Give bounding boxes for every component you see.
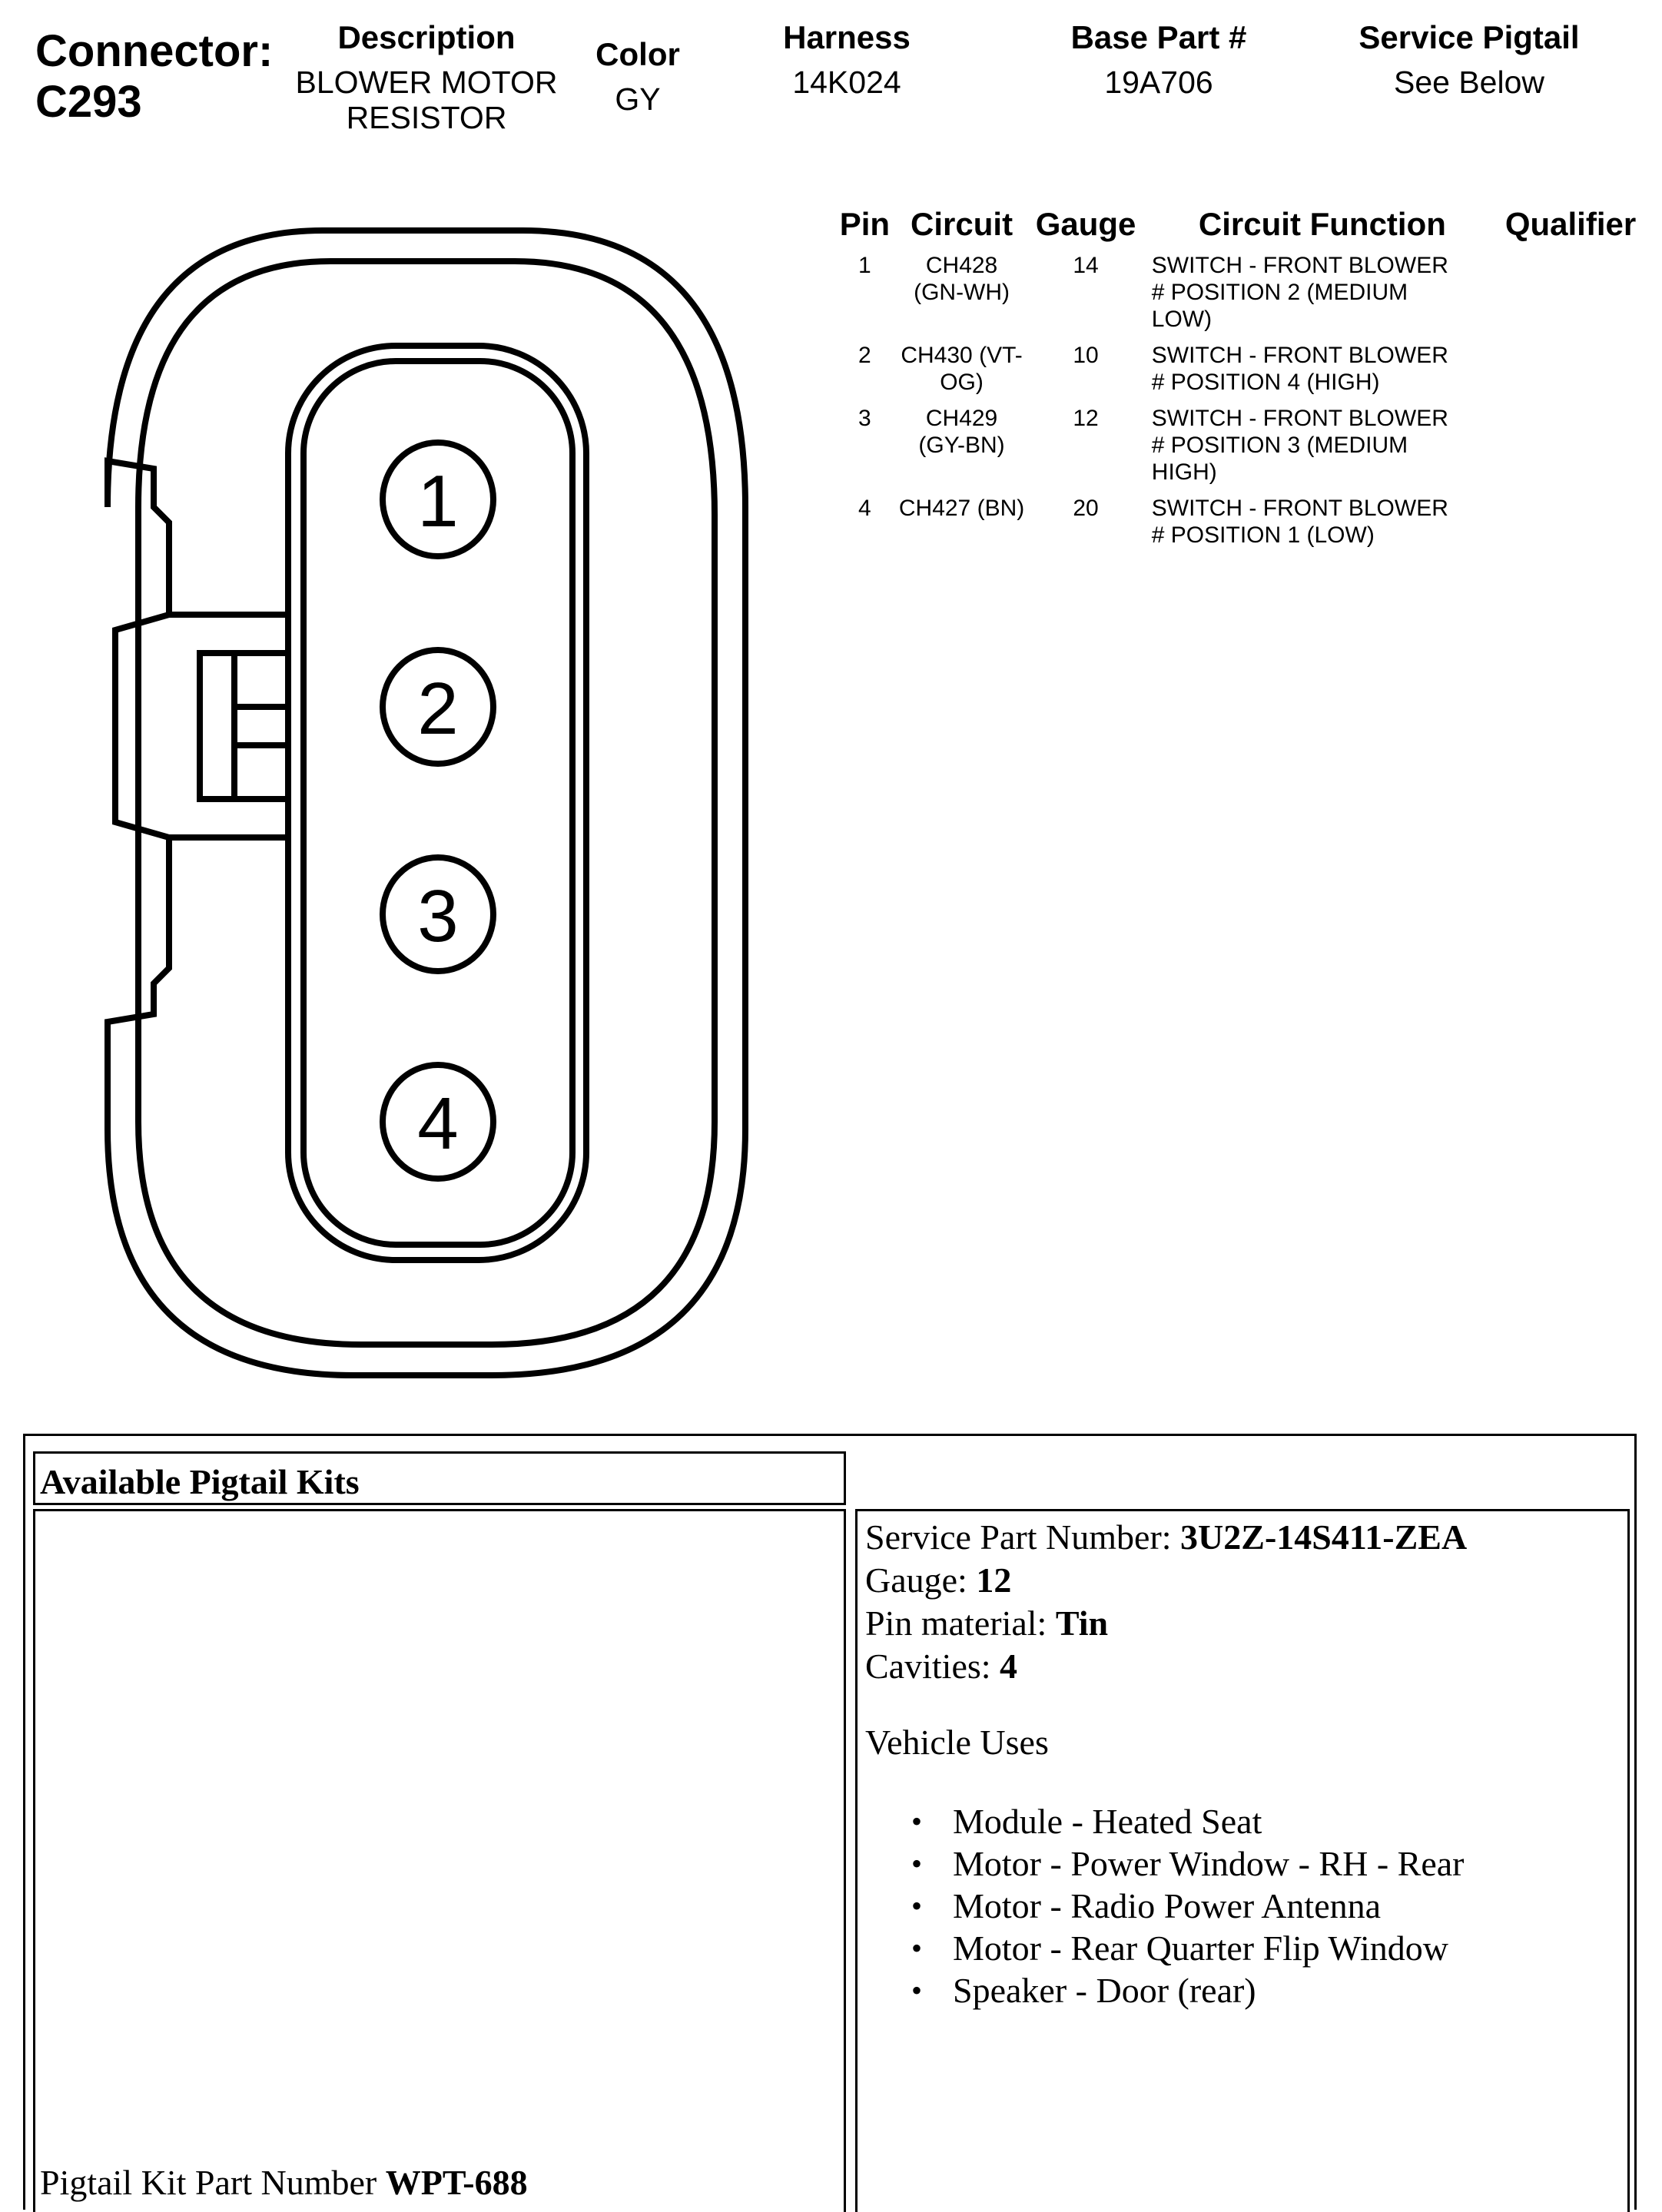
qualifier-cell <box>1493 252 1648 342</box>
header-circuit: Circuit <box>911 206 1013 242</box>
header-pin: Pin <box>839 206 891 242</box>
pin-material-row <box>865 1602 1467 1645</box>
lock-tab <box>169 615 288 837</box>
circuit-line: (GY-BN) <box>918 433 1005 458</box>
circuit-line: CH427 (BN) <box>898 496 1025 521</box>
pigtail-specs <box>865 1516 1467 1688</box>
kit-part-label: Pigtail Kit Part Number <box>40 2163 377 2202</box>
gauge-cell: 20 <box>1073 496 1099 521</box>
pin-table <box>834 206 1648 558</box>
connector-title <box>35 26 273 128</box>
cavities-value: 4 <box>1000 1647 1018 1686</box>
pin-material-label: Pin material: <box>865 1603 1047 1643</box>
table-row <box>834 342 1648 405</box>
function-line: SWITCH - FRONT BLOWER <box>1151 496 1448 521</box>
connector-label: Connector: <box>35 26 274 76</box>
function-line: SWITCH - FRONT BLOWER <box>1151 343 1448 368</box>
gauge-cell: 10 <box>1073 343 1099 368</box>
circuit-cell <box>896 252 1028 342</box>
function-cell <box>1144 342 1493 405</box>
pin-table-header-row <box>834 206 1648 252</box>
qualifier-cell <box>1493 495 1648 558</box>
list-item: • Motor - Rear Quarter Flip Window <box>911 1927 1464 1969</box>
function-line: LOW) <box>1151 307 1212 332</box>
base-part-label: Base Part # <box>1070 19 1247 55</box>
pin-cell: 4 <box>858 496 871 521</box>
service-pigtail-label: Service Pigtail <box>1358 19 1580 55</box>
service-pigtail-value: See Below <box>1393 65 1544 100</box>
function-line: SWITCH - FRONT BLOWER <box>1151 406 1448 431</box>
circuit-line: (GN-WH) <box>914 280 1010 305</box>
pigtail-kit-part-number <box>40 2162 528 2203</box>
base-part-value: 19A706 <box>1104 65 1213 100</box>
function-line: SWITCH - FRONT BLOWER <box>1151 253 1448 278</box>
circuit-cell <box>896 342 1028 405</box>
circuit-cell <box>896 405 1028 495</box>
gauge-label: Gauge: <box>865 1560 967 1600</box>
circuit-line: CH430 (VT- <box>901 343 1023 368</box>
list-item: • Speaker - Door (rear) <box>911 1969 1464 2011</box>
description-line1: BLOWER MOTOR <box>295 65 558 100</box>
pigtail-kits-panel <box>23 1434 1637 2210</box>
kit-part-value: WPT-688 <box>385 2163 528 2202</box>
function-line: # POSITION 1 (LOW) <box>1151 522 1375 548</box>
list-item: • Motor - Power Window - RH - Rear <box>911 1842 1464 1885</box>
color-label: Color <box>595 36 680 72</box>
header-qualifier: Qualifier <box>1504 206 1637 242</box>
service-pigtail-column <box>1308 18 1630 100</box>
description-line2: RESISTOR <box>346 100 507 135</box>
housing-inner-outline <box>138 261 715 1345</box>
service-part-label: Service Part Number: <box>865 1517 1172 1557</box>
function-line: # POSITION 3 (MEDIUM <box>1151 433 1408 458</box>
connector-id: C293 <box>35 77 142 127</box>
function-line: # POSITION 2 (MEDIUM <box>1151 280 1408 305</box>
function-cell <box>1144 495 1493 558</box>
qualifier-cell <box>1493 405 1648 495</box>
gauge-row <box>865 1559 1467 1602</box>
gauge-value: 12 <box>976 1560 1012 1600</box>
cavities-row <box>865 1645 1467 1688</box>
function-line: HIGH) <box>1151 459 1217 485</box>
header-gauge: Gauge <box>1035 206 1136 242</box>
description-label: Description <box>337 19 516 55</box>
function-cell <box>1144 405 1493 495</box>
housing-outer-outline <box>108 230 745 1375</box>
service-part-number-row <box>865 1516 1467 1559</box>
circuit-line: OG) <box>940 370 984 395</box>
table-row <box>834 252 1648 342</box>
gauge-cell: 12 <box>1073 406 1099 431</box>
vehicle-uses-list <box>911 1800 1464 2011</box>
pin-cell: 3 <box>858 406 871 431</box>
pigtail-kits-title: Available Pigtail Kits <box>40 1462 360 1501</box>
list-item: • Module - Heated Seat <box>911 1800 1464 1842</box>
pigtail-image-cell <box>33 1509 846 2212</box>
function-line: # POSITION 4 (HIGH) <box>1151 370 1380 395</box>
circuit-line: CH429 <box>925 406 998 431</box>
connector-face-diagram <box>92 215 768 1398</box>
gauge-cell: 14 <box>1073 253 1099 278</box>
list-item: • Motor - Radio Power Antenna <box>911 1885 1464 1927</box>
vehicle-uses-title: Vehicle Uses <box>865 1723 1049 1762</box>
pin-2-label: 2 <box>417 668 459 750</box>
base-part-column <box>997 18 1320 100</box>
pin-cell: 1 <box>858 253 871 278</box>
pin-1-label: 1 <box>417 460 459 542</box>
pin-cell: 2 <box>858 343 871 368</box>
color-value: GY <box>615 81 661 117</box>
pin-4-label: 4 <box>417 1083 459 1165</box>
harness-label: Harness <box>783 19 911 55</box>
service-part-value: 3U2Z-14S411-ZEA <box>1180 1517 1468 1557</box>
harness-column <box>685 18 1008 100</box>
table-row <box>834 405 1648 495</box>
table-row <box>834 495 1648 558</box>
harness-value: 14K024 <box>792 65 901 100</box>
circuit-cell <box>896 495 1028 558</box>
cavities-label: Cavities: <box>865 1647 991 1686</box>
circuit-line: CH428 <box>925 253 998 278</box>
pin-material-value: Tin <box>1055 1603 1109 1643</box>
function-cell <box>1144 252 1493 342</box>
pigtail-kits-header <box>33 1451 846 1505</box>
qualifier-cell <box>1493 342 1648 405</box>
pigtail-details-cell <box>855 1509 1630 2212</box>
header-circuit-function: Circuit Function <box>1198 206 1446 242</box>
pin-3-label: 3 <box>417 875 459 957</box>
